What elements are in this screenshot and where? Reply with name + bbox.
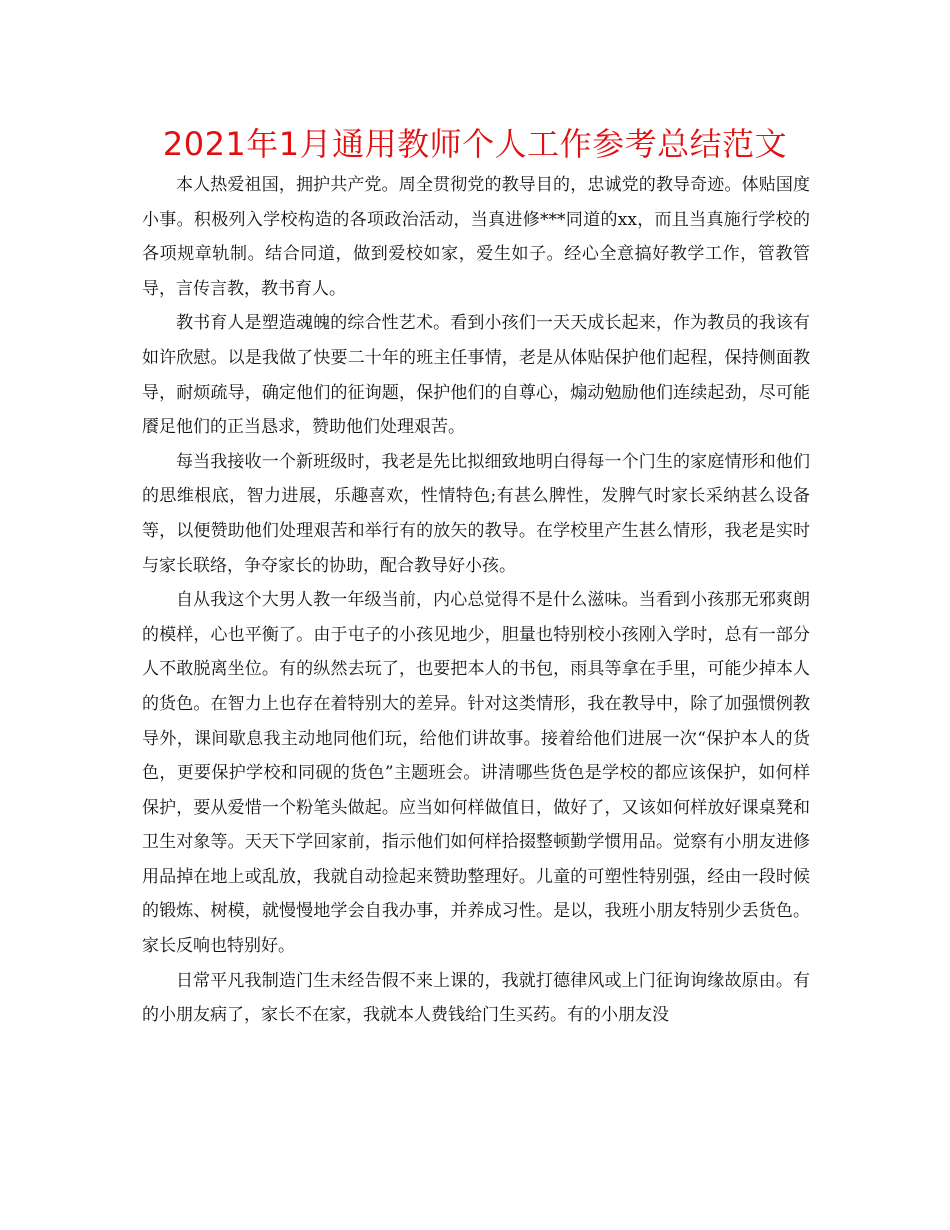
- document-title: 2021年1月通用教师个人工作参考总结范文: [162, 125, 788, 163]
- paragraph: 本人热爱祖国，拥护共产党。周全贯彻党的教导目的，忠诚党的教导奇迹。体贴国度小事。积极列入学校构造的各项政治活动，当真进修***同道的xx，而且当真施行学校的各项规章轨制。结合同道，做到爱校如家，爱生如子。经心全意搞好教学工作，管教管导，言传言教，教书育人。: [142, 175, 810, 299]
- paragraph: 自从我这个大男人教一年级当前，内心总觉得不是什么滋味。当看到小孩那无邪爽朗的模样，心也平衡了。由于屯子的小孩见地少，胆量也特别校小孩刚入学时，总有一部分人不敢脱离坐位。有的纵然去玩了，也要把本人的书包，雨具等拿在手里，可能少掉本人的货色。在智力上也存在着特别大的差异。针对这类情形，我在教导中，除了加强惯例教导外，课间歇息我主动地同他们玩，给他们讲故事。接着给他们进展一次“保护本人的货色，更要保护学校和同砚的货色”主题班会。讲清哪些货色是学校的都应该保护，如何样保护，要从爱惜一个粉笔头做起。应当如何样做值日，做好了，又该如何样放好课桌凳和卫生对象等。天天下学回家前，指示他们如何样拾掇整顿勤学惯用品。觉察有小朋友进修用品掉在地上或乱放，我就自动捡起来赞助整理好。儿童的可塑性特别强，经由一段时候的锻炼、树模，就慢慢地学会自我办事，并养成习性。是以，我班小朋友特别少丢货色。家长反响也特别好。: [142, 590, 810, 957]
- document-body: [142, 168, 810, 1033]
- paragraph: 教书育人是塑造魂魄的综合性艺术。看到小孩们一天天成长起来，作为教员的我该有如许欣慰。以是我做了快要二十年的班主任事情，老是从体贴保护他们起程，保持侧面教导，耐烦疏导，确定他们的征询题，保护他们的自尊心，煽动勉励他们连续起劲，尽可能餍足他们的正当恳求，赞助他们处理艰苦。: [142, 313, 810, 438]
- paragraph: 日常平凡我制造门生未经告假不来上课的，我就打德律风或上门征询询缘故原由。有的小朋友病了，家长不在家，我就本人费钱给门生买药。有的小朋友没: [142, 970, 810, 1026]
- paragraph: 每当我接收一个新班级时，我老是先比拟细致地明白得每一个门生的家庭情形和他们的思维根底，智力进展，乐趣喜欢，性情特色;有甚么脾性，发脾气时家长采纳甚么设备等，以便赞助他们处理艰苦和举行有的放矢的教导。在学校里产生甚么情形，我老是实时与家长联络，争夺家长的协助，配合教导好小孩。: [142, 451, 810, 576]
